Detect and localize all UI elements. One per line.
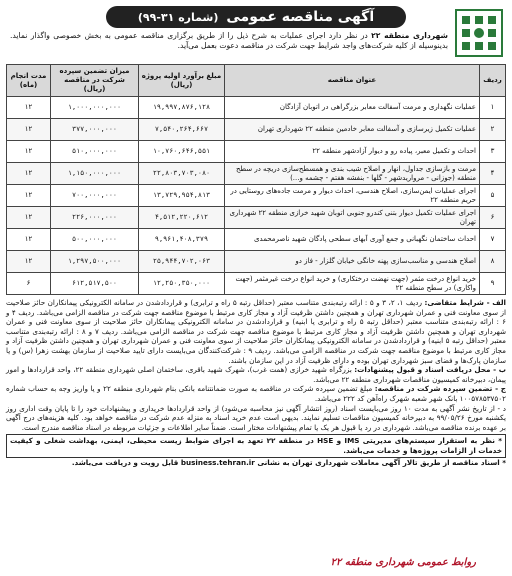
table-row [7,273,506,295]
cell-subject: خرید انواع درخت مثمر (جهت نهضت درختکاری) و خرید انواع درخت غیرمثمر (جهت واکاری) در سطح منطقه ۲۲ [225,273,480,295]
notice-number: (شماره ۳۱-۹۹) [137,10,219,24]
intro-text: در نظر دارد اجرای عملیات به شرح ذیل را از طریق برگزاری مناقصه عمومی به بخش خصوصی واگذار نماید. بدینوسیله از کلیه شرکت‌های واجد شرایط جهت شرکت در مناقصه دعوت بعمل می‌آید. [10,31,448,50]
notice-header [6,4,506,62]
cell-duration: ۱۲ [7,119,51,141]
cell-subject: احداث و تکمیل معبر، پیاده رو و دیوار آزادشهر منطقه ۲۲ [225,141,480,163]
col-header-estimate: مبلغ برآورد اولیه پروژه (ریال) [139,65,225,97]
table-row [7,97,506,119]
table-row [7,141,506,163]
cell-duration: ۱۲ [7,163,51,185]
notice-title: آگهی مناقصه عمومی [226,9,375,25]
cell-subject: اجرای عملیات ایمن‌سازی، اصلاح هندسی، احداث دیوار و مرمت جاده‌های روستایی در حریم منطقه ۲۲ [225,185,480,207]
cell-subject: عملیات تکمیل زیرسازی و آسفالت معابر خادمین منطقه ۲۲ شهرداری تهران [225,119,480,141]
public-relations-signature: روابط عمومی شهرداری منطقه ۲۲ [330,557,476,568]
notice-intro [10,31,448,51]
cell-estimate: ۹,۹۶۱,۴۰۸,۳۷۹ [139,229,225,251]
cell-subject: عملیات نگهداری و مرمت آسفالت معابر بزرگراهی در اتوبان آزادگان [225,97,480,119]
table-row [7,185,506,207]
cell-duration: ۶ [7,273,51,295]
condition-eligibility-text: ردیف ۱، ۲، ۳ و ۵ : ارائه رتبه‌بندی متناسب معتبر (حداقل رتبه ۵ راه و ترابری) و قراردادشدن در سامانه الکترونیکی پیمانکاران حائز صلاحیت از سوی معاونت فنی و عمران شهرداری تهران و همچنین داشتن ظرفیت آزاد و مجاز کاری مرتبط با موضوع مناقصه جهت شرکت در مناقصه الزامی می‌باشد. ردیف ۴ و ۶ : ارائه رتبه‌بندی متناسب معتبر (حداقل رتبه ۵ راه و ترابری یا ابنیه) و قراردادشدن در سامانه الکترونیکی پیمانکاران حائز صلاحیت از سوی معاونت فنی و عمران شهرداری تهران و همچنین داشتن ظرفیت آزاد و مجاز کاری مرتبط با موضوع مناقصه جهت شرکت در مناقصه الزامی می‌باشد. ردیف ۷ و ۸ : ارائه رتبه‌بندی متناسب معتبر (حداقل رتبه ۵ ابنیه) و قراردادشدن در سامانه الکترونیکی پیمانکاران حائز صلاحیت از سوی معاونت فنی و عمران شهرداری تهران و همچنین داشتن ظرفیت آزاد و مجاز کاری مرتبط با موضوع مناقصه جهت شرکت در مناقصه الزامی می‌باشد. ردیف ۹ : شرکت‌کنندگان می‌بایست دارای تایید صلاحیت از سازمان بهشت زهرا (س) و یا سازمان پارک‌ها و فضای سبز شهرداری تهران بوده و دارای ظرفیت آزاد در این سازمان باشند. [6,298,506,365]
cell-row: ۵ [480,185,506,207]
cell-subject: اصلاح هندسی و مناسب‌سازی پهنه خانگی خیابان گلزار - فاز دو [225,251,480,273]
table-row [7,119,506,141]
documents-access-note: * اسناد مناقصه از طریق تالار آگهی معاملات شهرداری تهران به نشانی business.tehran.ir قابل رویت و دریافت می‌باشد. [71,457,506,467]
cell-guarantee: ۲۲۶,۰۰۰,۰۰۰ [51,207,139,229]
cell-duration: ۱۲ [7,207,51,229]
table-header-row [7,65,506,97]
cell-estimate: ۱۰,۷۶۰,۶۴۶,۵۵۱ [139,141,225,163]
table-row [7,229,506,251]
cell-guarantee: ۱,۱۵۰,۰۰۰,۰۰۰ [51,163,139,185]
condition-guarantee-heading: ج - تضمین سپرده شرکت در مناقصه: [374,384,506,394]
condition-location-text: بزرگراه شهید خرازی (همت غرب)، شهرک شهید باقری، ساختمان اصلی شهرداری منطقه ۲۲، واحد قراردادها و امور پیمان، دبیرخانه کمیسیون مناقصات شهرداری منطقه ۲۲ می‌باشد. [6,365,506,384]
cell-guarantee: ۳۷۷,۰۰۰,۰۰۰ [51,119,139,141]
table-row [7,207,506,229]
ims-hse-notice: * نظر به استقرار سیستم‌های مدیریتی IMS و HSE در منطقه ۲۲ تعهد به اجرای ضوابط زیست محیطی، ایمنی، بهداشت شغلی و کیفیت خدمات از الزامات پروژه‌ها و خدمات می‌باشد. [6,434,506,457]
organization-name: شهرداری منطقه ۲۲ [371,31,448,40]
cell-estimate: ۱۳,۷۲۹,۹۵۴,۸۱۳ [139,185,225,207]
cell-row: ۲ [480,119,506,141]
cell-row: ۳ [480,141,506,163]
cell-guarantee: ۵۰۰,۰۰۰,۰۰۰ [51,229,139,251]
cell-row: ۷ [480,229,506,251]
cell-duration: ۱۲ [7,251,51,273]
cell-row: ۴ [480,163,506,185]
cell-estimate: ۱۲,۲۵۰,۳۵۰,۰۰۰ [139,273,225,295]
cell-guarantee: ۶۱۲,۵۱۷,۵۰۰ [51,273,139,295]
col-header-guarantee: میزان تضمین سپرده شرکت در مناقصه (ریال) [51,65,139,97]
tehran-municipality-logo-icon [454,8,504,58]
cell-subject: مرمت و بازسازی جداول، انهار و اصلاح شیب بندی و همسطح‌سازی دریچه در سطح منطقه (جوزانی - مروارید‌شهر - گلها - بنفشه هفتم - چشمه و...) [225,163,480,185]
condition-location-heading: ب - محل دریافت اسناد و قبول پیشنهادات: [354,365,506,375]
condition-guarantee [6,384,506,403]
col-header-duration: مدت انجام (ماه) [7,65,51,97]
cell-row: ۹ [480,273,506,295]
condition-guarantee-text: مبلغ تضمین سپرده شرکت در مناقصه به صورت ضمانتنامه بانکی بنام شهرداری منطقه ۲۲ و یا واریز وجه به حساب شماره ۱۰۰۵۷۸۵۳۷۵۰۲ بانک شهر شعبه شهرک راه‌آهن کد ۲۲۲ می‌باشد. [6,384,506,403]
condition-location [6,365,506,384]
col-header-subject: عنوان مناقصه [225,65,480,97]
cell-duration: ۱۲ [7,97,51,119]
cell-row: ۸ [480,251,506,273]
cell-row: ۶ [480,207,506,229]
col-header-row: ردیف [480,65,506,97]
cell-row: ۱ [480,97,506,119]
cell-estimate: ۲۵,۹۴۴,۷۰۲,۰۶۳ [139,251,225,273]
condition-eligibility [6,298,506,365]
cell-estimate: ۷,۵۴۰,۲۶۴,۶۶۷ [139,119,225,141]
cell-guarantee: ۷۰۰,۰۰۰,۰۰۰ [51,185,139,207]
cell-guarantee: ۱,۲۹۷,۵۰۰,۰۰۰ [51,251,139,273]
tender-table [6,64,506,295]
table-row [7,163,506,185]
table-row [7,251,506,273]
cell-estimate: ۴,۵۱۲,۲۲۰,۶۱۲ [139,207,225,229]
cell-guarantee: ۵۱۰,۰۰۰,۰۰۰ [51,141,139,163]
cell-subject: اجرای عملیات تکمیل دیوار بتنی کندرو جنوبی اتوبان شهید خرازی منطقه ۲۲ شهرداری تهران [225,207,480,229]
cell-estimate: ۲۲,۸۰۳,۷۰۳,۰۸۰ [139,163,225,185]
tender-conditions [6,298,506,467]
cell-duration: ۱۲ [7,185,51,207]
notice-title-banner [106,6,406,28]
cell-subject: احداث ساختمان نگهبانی و جمع آوری آبهای سطحی پادگان شهید ناصرمحمدی [225,229,480,251]
cell-duration: ۱۲ [7,141,51,163]
cell-estimate: ۱۹,۹۹۷,۸۷۶,۱۲۸ [139,97,225,119]
condition-deadline: د - از تاریخ نشر آگهی به مدت ۱۰ روز می‌بایست اسناد (روز انتشار آگهی نیز محاسبه می‌شود) از واحد قراردادها خریداری و پیشنهادات خود را تا پایان وقت اداری روز یکشنبه مورخ ۹۹/۰۵/۲۶ به دبیرخانه کمیسیون مناقصات تسلیم نمایند. بدیهی است عدم خرید اسناد به منزله عدم شرکت در مناقصه خواهد بود. کلیه هزینه‌های درج آگهی بر عهده برنده مناقصه می‌باشد. شهرداری در رد یا قبول هر یک یا تمام پیشنهادات مختار است. ضمناً سایر اطلاعات و جزئیات مربوطه در اسناد مناقصه مندرج است. [6,403,506,432]
condition-eligibility-heading: الف - شرایط متقاضی: [424,298,506,307]
cell-duration: ۱۲ [7,229,51,251]
notice-footer [6,557,506,573]
cell-guarantee: ۱,۰۰۰,۰۰۰,۰۰۰ [51,97,139,119]
